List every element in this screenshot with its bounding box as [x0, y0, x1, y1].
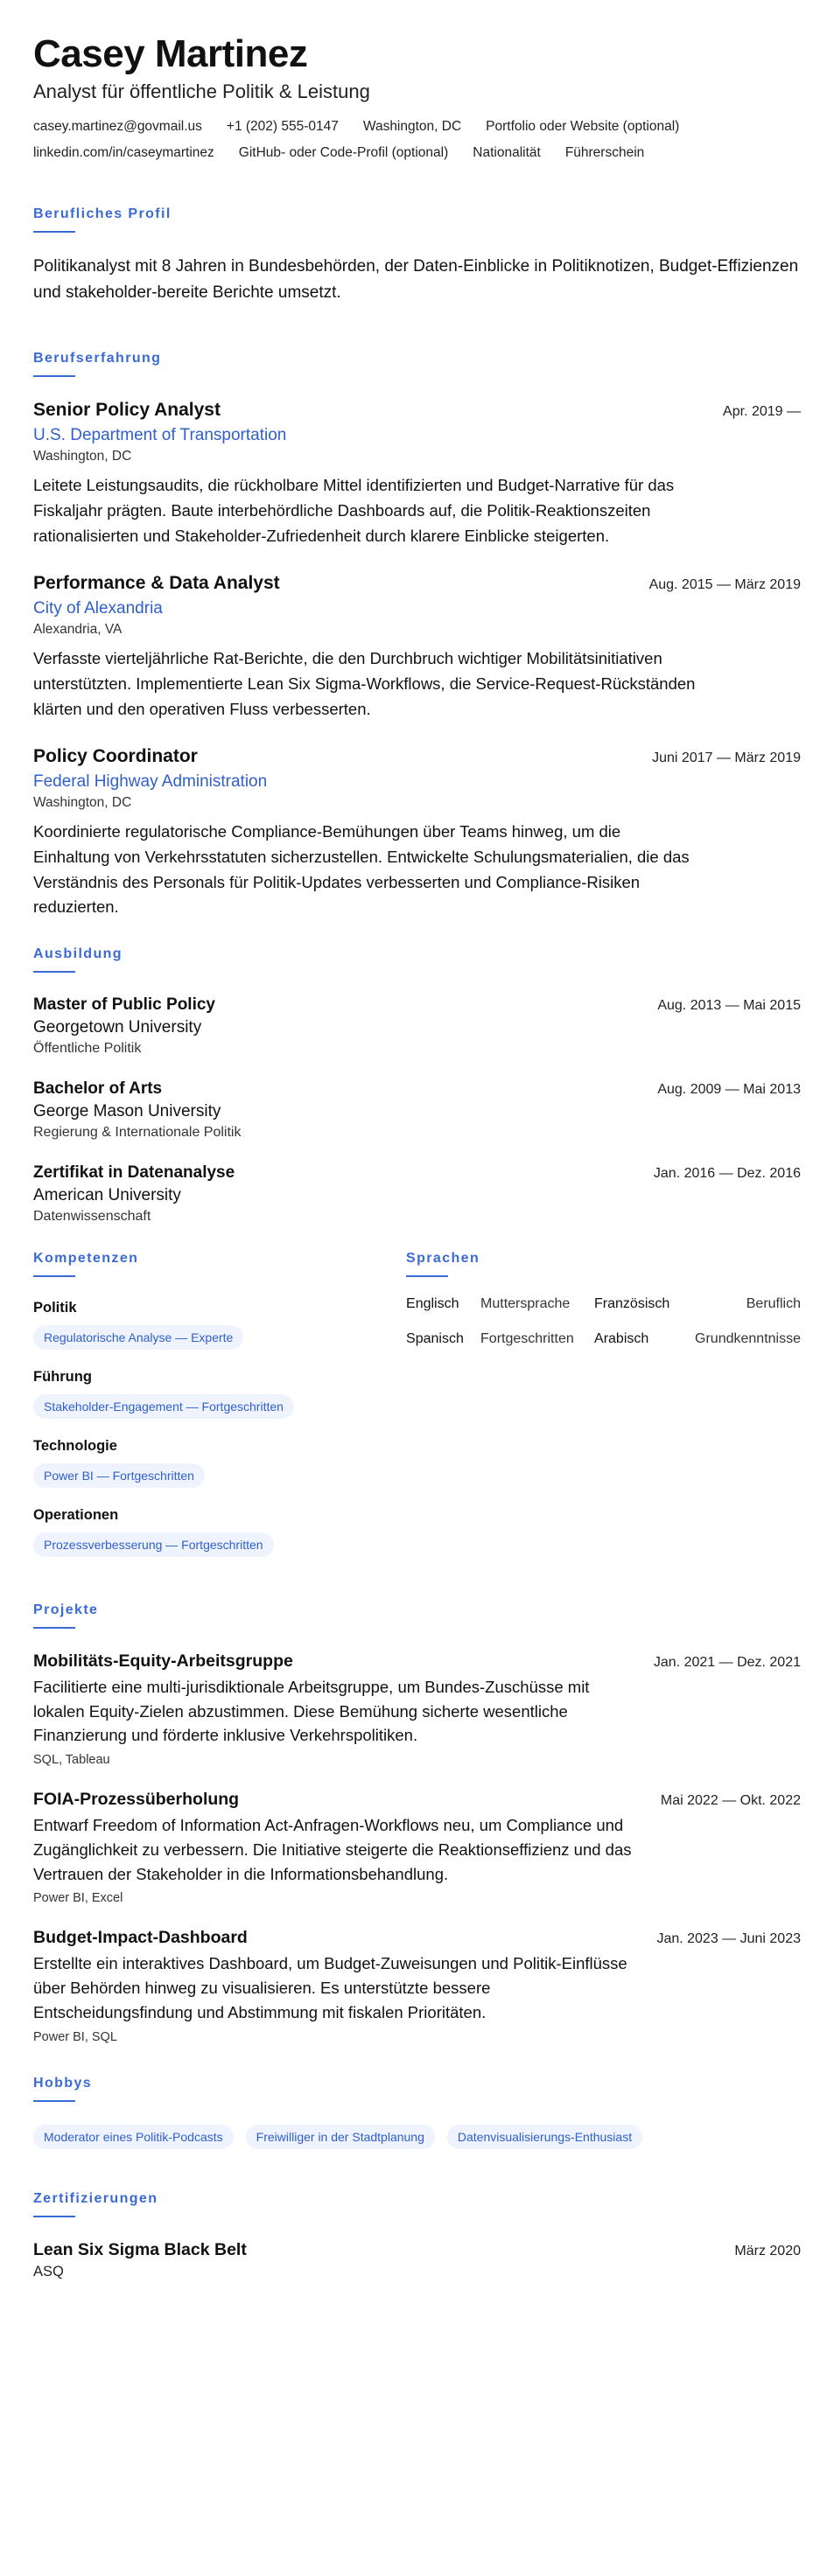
candidate-name: Casey Martinez [33, 32, 308, 75]
project-description: Entwarf Freedom of Information Act-Anfragen-Workflows neu, um Compliance und Zugänglichkeit zu verbessern. Die Initiative steigerte die Reaktionseffizienz und das Vertrauen der Stakeholder in die Informationsbehandlung. [33, 1816, 632, 1883]
contact-location: Washington, DC [362, 119, 462, 135]
project-date: Jan. 2021 — Dez. 2021 [653, 1654, 801, 1670]
experience-section [33, 351, 801, 920]
job-description: Verfasste vierteljährliche Rat-Berichte, die den Durchbruch wichtiger Mobilitätsinitiativen unterstützten. Implementierte Lean Six Sigma-Workflows, die Service-Request-Rückständen klärten und den operativen Fluss verbesserten. [33, 649, 696, 718]
skill-group [33, 1507, 406, 1557]
projects-section [33, 1602, 801, 2044]
job-description: Koordinierte regulatorische Compliance-Bemühungen über Teams hinweg, um die Einhaltung von Verkehrsstatuten sicherzustellen. Entwickelte Schulungsmaterialien, die das Verständnis des Personals für Politik-Updates verbesserten und Compliance-Risiken reduzierten. [33, 822, 690, 917]
section-title-languages: Sprachen [406, 1250, 480, 1266]
section-divider [33, 375, 75, 377]
job-company: U.S. Department of Transportation [33, 426, 287, 445]
education-field: Datenwissenschaft [33, 1208, 151, 1224]
skill-group [33, 1438, 406, 1488]
profile-section [33, 206, 801, 305]
project-entry [33, 1928, 801, 2043]
language-level: Grundkenntnisse [695, 1330, 801, 1346]
languages-list [406, 1296, 801, 1347]
project-date: Mai 2022 — Okt. 2022 [660, 1793, 801, 1809]
section-title-profile: Berufliches Profil [33, 206, 172, 222]
job-entry [33, 573, 801, 722]
education-school: American University [33, 1185, 181, 1204]
project-title: FOIA-Prozessüberholung [33, 1790, 240, 1810]
resume-header [33, 33, 801, 161]
section-divider [33, 231, 75, 233]
project-description: Facilitierte eine multi-jurisdiktionale Arbeitsgruppe, um Bundes-Zuschüsse mit lokalen Equity-Zielen abzustimmen. Diese Bemühung sicherte wesentliche Finanzierung und förderte inklusive Verkehrspolitiken. [33, 1677, 590, 1745]
language-level: Fortgeschritten [480, 1330, 574, 1346]
project-description: Erstellte ein interaktives Dashboard, um Budget-Zuweisungen und Politik-Einflüsse über Behörden hinweg zu visualisieren. Es unterstützte bessere Entscheidungsfindung und Abstimmung mit fiskalen Prioritäten. [33, 1954, 627, 2021]
section-divider [33, 1275, 75, 1277]
job-company: City of Alexandria [33, 599, 163, 618]
job-location: Washington, DC [33, 795, 132, 811]
project-entry [33, 1651, 801, 1767]
skill-category: Technologie [33, 1437, 117, 1454]
project-entry [33, 1790, 801, 1905]
contact-email[interactable]: casey.martinez@govmail.us [33, 119, 202, 135]
project-tech: Power BI, Excel [33, 1891, 123, 1906]
job-entry [33, 746, 801, 920]
hobby-list [33, 2125, 801, 2149]
contact-nationality: Nationalität [473, 145, 541, 161]
education-field: Regierung & Internationale Politik [33, 1124, 242, 1140]
section-title-experience: Berufserfahrung [33, 351, 162, 367]
education-school: George Mason University [33, 1101, 221, 1120]
skill-group [33, 1300, 406, 1350]
section-title-skills: Kompetenzen [33, 1250, 139, 1266]
job-location: Washington, DC [33, 449, 132, 464]
education-field: Öffentliche Politik [33, 1040, 142, 1056]
section-title-certifications: Zertifizierungen [33, 2190, 158, 2206]
project-title: Mobilitäts-Equity-Arbeitsgruppe [33, 1651, 293, 1671]
contact-info [33, 119, 801, 161]
skill-chip: Stakeholder-Engagement — Fortgeschritten [33, 1394, 294, 1419]
section-divider [406, 1275, 448, 1277]
language-name: Französisch [594, 1295, 670, 1311]
language-name: Spanisch [406, 1330, 464, 1346]
certification-name: Lean Six Sigma Black Belt [33, 2239, 247, 2259]
language-level: Muttersprache [480, 1295, 571, 1311]
skill-category: Operationen [33, 1506, 119, 1523]
job-date: Apr. 2019 — [723, 404, 801, 420]
certifications-section [33, 2191, 801, 2280]
skill-chip: Power BI — Fortgeschritten [33, 1463, 205, 1488]
project-tech: Power BI, SQL [33, 2029, 117, 2044]
job-title: Policy Coordinator [33, 746, 198, 767]
project-title: Budget-Impact-Dashboard [33, 1928, 248, 1948]
languages-section [406, 1251, 801, 1576]
job-location: Alexandria, VA [33, 622, 123, 638]
job-description: Leitete Leistungsaudits, die rückholbare Mittel identifizierten und Budget-Narrative für das Fiskaljahr prägten. Baute interbehördliche Dashboards auf, die Politik-Reaktionszeiten rationalisierten und Stakeholder-Zufriedenheit durch klarere Einblicke steigerten. [33, 476, 675, 545]
job-title: Performance & Data Analyst [33, 573, 280, 594]
education-degree: Zertifikat in Datenanalyse [33, 1162, 235, 1182]
language-name: Arabisch [594, 1330, 649, 1346]
certification-date: März 2020 [734, 2243, 801, 2258]
section-title-education: Ausbildung [33, 946, 123, 961]
skill-chip: Prozessverbesserung — Fortgeschritten [33, 1532, 274, 1557]
job-entry [33, 400, 801, 548]
job-date: Aug. 2015 — März 2019 [648, 577, 801, 593]
section-divider [33, 2100, 75, 2102]
contact-portfolio[interactable]: Portfolio oder Website (optional) [486, 119, 680, 135]
skill-group [33, 1369, 406, 1419]
hobby-chip: Freiwilliger in der Stadtplanung [246, 2125, 435, 2149]
section-divider [33, 1627, 75, 1629]
hobby-chip: Datenvisualisierungs-Enthusiast [447, 2125, 642, 2149]
education-date: Aug. 2009 — Mai 2013 [657, 1081, 801, 1097]
education-degree: Master of Public Policy [33, 995, 215, 1014]
education-section [33, 946, 801, 1225]
education-entry [33, 1079, 801, 1141]
skills-languages-row [33, 1251, 801, 1576]
skill-category: Politik [33, 1299, 77, 1316]
section-divider [33, 2216, 75, 2217]
job-company: Federal Highway Administration [33, 772, 268, 792]
project-tech: SQL, Tableau [33, 1753, 110, 1768]
skills-section [33, 1251, 406, 1576]
contact-row-1 [33, 119, 801, 135]
contact-phone[interactable]: +1 (202) 555-0147 [226, 119, 339, 135]
education-degree: Bachelor of Arts [33, 1079, 163, 1098]
education-entry [33, 1163, 801, 1225]
contact-linkedin[interactable]: linkedin.com/in/caseymartinez [33, 145, 214, 161]
project-date: Jan. 2023 — Juni 2023 [656, 1931, 801, 1947]
contact-github[interactable]: GitHub- oder Code-Profil (optional) [238, 145, 449, 161]
section-title-projects: Projekte [33, 1602, 99, 1617]
certification-entry [33, 2240, 801, 2280]
hobbies-section [33, 2076, 801, 2149]
section-title-hobbies: Hobbys [33, 2075, 93, 2091]
profile-summary: Politikanalyst mit 8 Jahren in Bundesbehörden, der Daten-Einblicke in Politiknotizen, Budget-Effizienzen und stakeholder-bereite Berichte umsetzt. [33, 257, 799, 302]
candidate-headline: Analyst für öffentliche Politik & Leistung [33, 80, 370, 103]
contact-row-2 [33, 145, 801, 161]
education-date: Aug. 2013 — Mai 2015 [657, 997, 801, 1013]
job-date: Juni 2017 — März 2019 [652, 750, 801, 766]
language-level: Beruflich [746, 1295, 801, 1311]
skill-category: Führung [33, 1368, 92, 1385]
education-date: Jan. 2016 — Dez. 2016 [653, 1165, 801, 1181]
language-name: Englisch [406, 1295, 459, 1311]
section-divider [33, 971, 75, 973]
hobby-chip: Moderator eines Politik-Podcasts [33, 2125, 234, 2149]
job-title: Senior Policy Analyst [33, 400, 221, 421]
education-entry [33, 995, 801, 1057]
certification-issuer: ASQ [33, 2263, 64, 2279]
education-school: Georgetown University [33, 1017, 202, 1037]
contact-license: Führerschein [564, 145, 645, 161]
skill-chip: Regulatorische Analyse — Experte [33, 1325, 243, 1350]
